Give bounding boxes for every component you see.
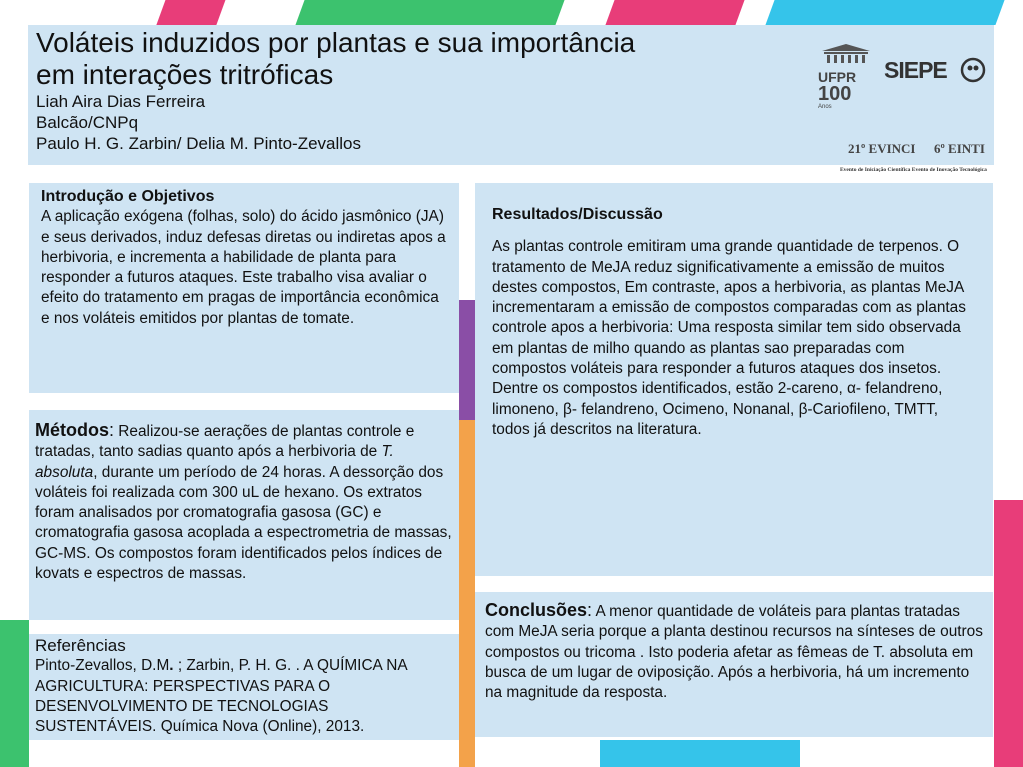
intro-body: A aplicação exógena (folhas, solo) do ácido jasmônico (JA) e seus derivados, induz defesas diretas ou indiretas apos a herbivoria, e incrementa a habilidade de planta para responder a futuros ataques. Este trabalho visa avaliar o efeito do tratamento em pragas de importância econômica e nos voláteis emitidos por plantas de tomate. (41, 208, 446, 327)
stripe-green-left (0, 620, 29, 767)
reference-authors: Pinto-Zevallos, D.M (35, 657, 170, 675)
author-name: Liah Aira Dias Ferreira (36, 92, 206, 111)
funding: Balcão/CNPq (36, 113, 139, 132)
reference-rest: ; Zarbin, P. H. G. . A QUÍMICA NA AGRICULTURA: PERSPECTIVAS PARA O DESENVOLVIMENTO DE TECNOLOGIAS SUSTENTÁVEIS. Química Nova (Online), 2013. (35, 657, 407, 736)
conclusions-panel (475, 592, 993, 737)
siepe-face-icon (960, 57, 986, 83)
advisors: Paulo H. G. Zarbin/ Delia M. Pinto-Zevallos (36, 134, 362, 153)
stripe-purple-mid (459, 300, 475, 420)
results-panel (475, 183, 993, 576)
intro-panel (29, 183, 459, 393)
references-heading: Referências (35, 636, 126, 655)
methods-text-1: Realizou-se aerações de plantas controle e tratadas, tanto sadias quanto após a herbivoria de (35, 423, 415, 461)
title-line-2: em interações tritróficas (36, 59, 334, 90)
stripe-orange-mid (459, 420, 475, 767)
ufpr-text: UFPR (818, 69, 857, 85)
results-heading: Resultados/Discussão (492, 206, 663, 223)
siepe-text: SIEPE (884, 57, 947, 83)
methods-text-2: , durante um período de 24 horas. A dessorção dos voláteis foi realizada com 300 uL de hexano. Os extratos foram analisados por cromatografia gasosa (GC) e cromatografia gasosa acoplada a espectrometria de massas, GC-MS. Os compostos foram identificados pelos índices de kovats e espectros de massas. (35, 463, 452, 583)
stripe-cyan-top (765, 0, 1004, 25)
results-body: As plantas controle emitiram uma grande quantidade de terpenos. O tratamento de MeJA reduz significativamente a emissão de muitos destes compostos, Em contraste, apos a herbivoria, as plantas MeJA incrementaram a emissão de compostos comparadas com as plantas controle apos a herbivoria: Uma resposta similar tem sido observada em plantas de milho quando as plantas sao preparadas com compostos voláteis para responder a futuros ataques dos insetos. Dentre os compostos identificados, estão 2-careno, α- felandreno, limoneno, β- felandreno, Ocimeno, Nonanal, β-Cariofileno, TMTT, todos já descritos na literatura. (492, 238, 966, 438)
stripe-pink-top2 (605, 0, 744, 25)
references-panel (29, 634, 459, 740)
title-line-1: Voláteis induzidos por plantas e sua importância (36, 27, 636, 58)
conclusions-heading: Conclusões (485, 600, 588, 620)
stripe-green-top (295, 0, 564, 25)
conclusions-colon: : (587, 600, 593, 620)
stripe-cyan-bottom (600, 740, 800, 767)
ufpr-logo (818, 43, 874, 110)
ufpr-building-icon (818, 43, 874, 65)
methods-heading: Métodos (35, 420, 109, 440)
intro-heading: Introdução e Objetivos (41, 188, 215, 205)
methods-colon: : (109, 420, 115, 440)
references-body (35, 656, 453, 737)
ufpr-sub: Anos (818, 104, 832, 110)
einti-logo: 6º EINTI (934, 141, 985, 156)
methods-panel (29, 410, 459, 620)
ufpr-number: 100 (818, 83, 852, 105)
evinci-logo: 21º EVINCI (848, 141, 916, 156)
logos-caption: Evento de Iniciação Científica Evento de Inovação Tecnológica (840, 167, 987, 173)
logos (818, 37, 998, 173)
conclusions-body: A menor quantidade de voláteis para plantas tratadas com MeJA seria porque a planta destinou recursos na sínteses de outros compostos ou tricoma . Isto poderia afetar as fêmeas de T. absoluta em busca de um lugar de oviposição. Após a herbivoria, há um incremento na magnitude da resposta. (485, 603, 983, 702)
methods-species: T. absoluta (35, 443, 394, 481)
reference-dot: . (169, 657, 174, 675)
header-panel (28, 25, 994, 173)
poster-title (36, 27, 776, 91)
siepe-logo (884, 57, 994, 97)
stripe-pink-right (994, 500, 1023, 767)
